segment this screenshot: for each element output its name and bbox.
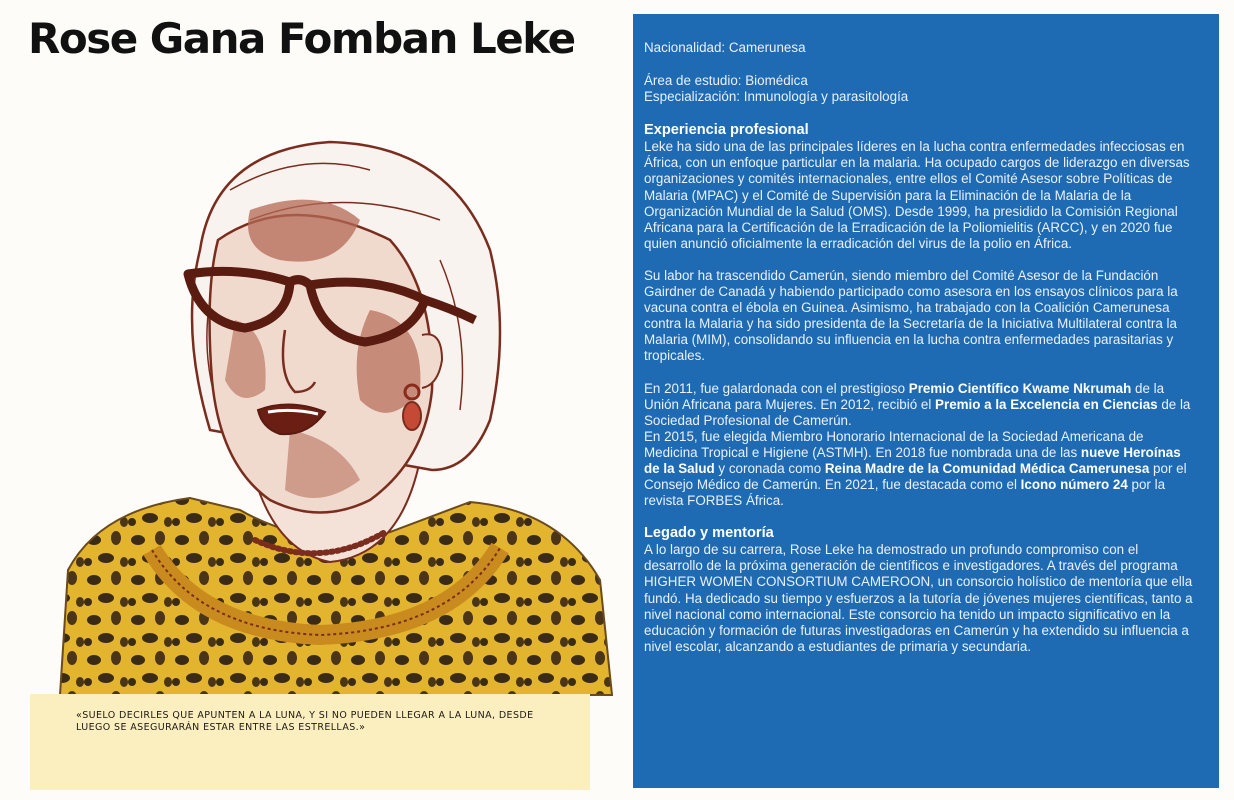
bio-panel (633, 14, 1219, 788)
legacy-heading: Legado y mentoría (644, 525, 774, 542)
quote-box (30, 694, 590, 790)
award-highlight: Premio Científico Kwame Nkrumah (908, 380, 1132, 396)
award-highlight: Icono número 24 (1020, 477, 1128, 493)
nationality-line: Nacionalidad: Camerunesa (644, 40, 806, 55)
experience-paragraph: Su labor ha trascendido Camerún, siendo miembro del Comité Asesor de la Fundación Gairdner de Canadá y habiendo participado como asesora en los ensayos clínicos para la vacuna contra el ébola en Guinea. Asimismo, ha trabajado con la Coalición Camerunesa contra la Malaria y ha sido presidenta de la Secretaría de la Iniciativa Multilateral contra la Malaria (MIM), consolidando su influencia en la lucha contra enfermedades parasitarias y tropicales. (644, 267, 1178, 364)
experience-paragraph: Leke ha sido una de las principales líderes en la lucha contra enfermedades infecciosas en África, con un enfoque particular en la malaria. Ha ocupado cargos de liderazgo en diversas organizaciones y comités internacionales, entre ellos el Comité Asesor sobre Políticas de Malaria (MPAC) y el Comité de Supervisión para la Eliminación de la Malaria de la Organización Mundial de la Salud (OMS). Desde 1999, ha presidido la Comisión Regional Africana para la Certificación de la Erradicación de la Poliomielitis (ARCC), y en 2020 fue quien anunció oficialmente la erradicación del virus de la polio en África. (644, 139, 1190, 251)
experience-heading: Experiencia profesional (644, 122, 809, 139)
quote-text: «SUELO DECIRLES QUE APUNTEN A LA LUNA, Y SI NO PUEDEN LLEGAR A LA LUNA, DESDE LUEGO SE ASEGURARÁN ESTAR ENTRE LAS ESTRELLAS.» (76, 710, 534, 733)
award-highlight: Reina Madre de la Comunidad Médica Camerunesa (824, 460, 1150, 476)
awards-paragraph: En 2011, fue galardonada con el prestigioso Premio Científico Kwame Nkrumah de la Unión Africana para Mujeres. En 2012, recibió el Premio a la Excelencia en Ciencias de la Sociedad Profesional de Camerún. (644, 380, 1191, 428)
field-line: Área de estudio: Biomédica (644, 73, 808, 89)
award-highlight: nueve Heroínas de la Salud (644, 444, 1181, 476)
award-highlight: Premio a la Excelencia en Ciencias (935, 396, 1158, 412)
page-title: Rose Gana Fomban Leke (28, 14, 575, 63)
specialization-line: Especialización: Inmunología y parasitología (644, 89, 909, 105)
legacy-paragraph: A lo largo de su carrera, Rose Leke ha demostrado un profundo compromiso con el desarrollo de la próxima generación de científicos e investigadores. A través del programa HIGHER WOMEN CONSORTIUM CAMEROON, un consorcio holístico de mentoría que ella fundó. Ha dedicado su tiempo y esfuerzos a la tutoría de jóvenes mujeres científicas, tanto a nivel nacional como internacional. Este consorcio ha tenido un impacto significativo en la educación y formación de futuras investigadoras en Camerún y ha extendido su influencia a nivel escolar, alcanzando a estudiantes de primaria y secundaria. (644, 542, 1193, 654)
portrait-illustration (40, 130, 620, 700)
honors-paragraph: En 2015, fue elegida Miembro Honorario Internacional de la Sociedad Americana de Medicina Tropical e Higiene (ASTMH). En 2018 fue nombrada una de las nueve Heroínas de la Salud y coronada como Reina Madre de la Comunidad Médica Camerunesa por el Consejo Médico de Camerún. En 2021, fue destacada como el Icono número 24 por la revista FORBES África. (644, 428, 1187, 509)
